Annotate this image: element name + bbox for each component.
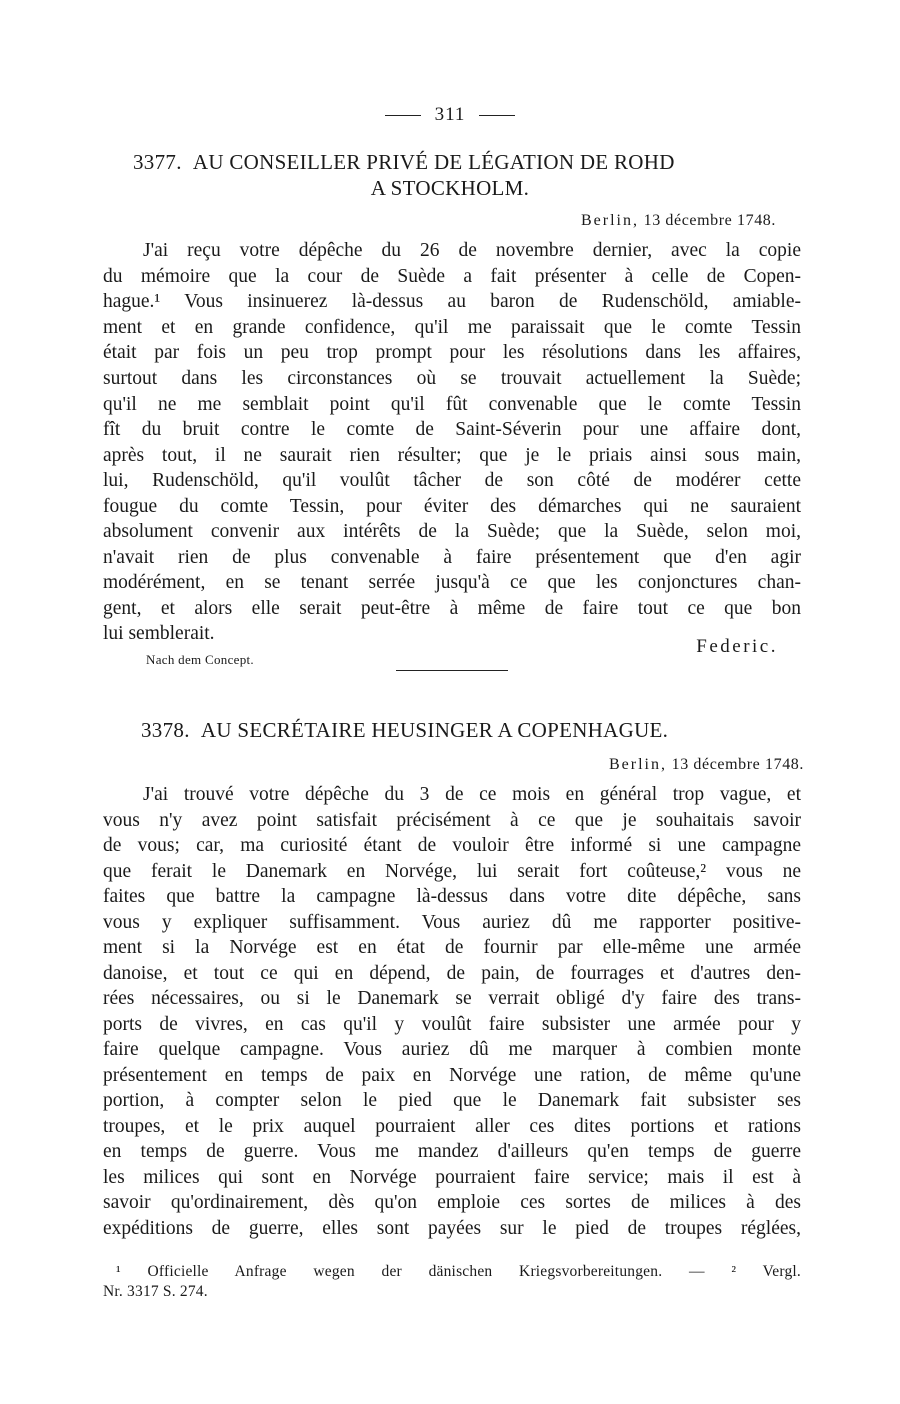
body-line: vous y expliquer suffisamment. Vous auriez dû me rapporter positive- xyxy=(103,912,801,933)
body-line: J'ai trouvé votre dépêche du 3 de ce mois en général trop vague, et xyxy=(143,784,801,805)
date: 13 décembre 1748. xyxy=(643,212,776,229)
letter-3377-dateline xyxy=(581,212,776,230)
letter-3378-dateline xyxy=(609,756,804,774)
body-line: absolument convenir aux intérêts de la Suède; que la Suède, selon moi, xyxy=(103,521,801,542)
body-line: qu'il ne me semblait point qu'il fût convenable que le comte Tessin xyxy=(103,394,801,415)
signature: Federic. xyxy=(696,636,778,657)
body-line: hague.¹ Vous insinuerez là-dessus au baron de Rudenschöld, amiable- xyxy=(103,291,801,312)
body-line: en temps de guerre. Vous me mandez d'ailleurs qu'en temps de guerre xyxy=(103,1141,801,1162)
body-line: modérément, en se tenant serrée jusqu'à ce que les conjonctures chan- xyxy=(103,572,801,593)
body-line: portion, à compter selon le pied que le Danemark fait subsister ses xyxy=(103,1090,801,1111)
page-number: 311 xyxy=(434,104,466,125)
body-line: que ferait le Danemark en Norvége, lui serait fort coûteuse,² vous ne xyxy=(103,861,801,882)
body-line: du mémoire que la cour de Suède a fait présenter à celle de Copen- xyxy=(103,266,801,287)
body-line: gent, et alors elle serait peut-être à même de faire tout ce que bon xyxy=(103,598,801,619)
footnote-line: ¹ Officielle Anfrage wegen der dänischen Kriegsvorbereitungen. — ² Vergl. xyxy=(116,1263,801,1280)
footnote-line: Nr. 3317 S. 274. xyxy=(103,1283,208,1300)
letter-title: AU CONSEILLER PRIVÉ DE LÉGATION DE ROHD xyxy=(192,150,675,174)
body-line: rées nécessaires, ou si le Danemark se verrait obligé d'y faire des trans- xyxy=(103,988,801,1009)
letter-number: 3377. xyxy=(133,150,182,174)
body-line: les milices qui sont en Norvége pourraient faire service; mais il est à xyxy=(103,1167,801,1188)
body-line: vous n'y avez point satisfait précisément à ce que je souhaitais savoir xyxy=(103,810,801,831)
letter-number: 3378. xyxy=(141,718,190,742)
body-line: n'avait rien de plus convenable à faire présentement que d'en agir xyxy=(103,547,801,568)
body-line: ment si la Norvége est en état de fournir par elle-même une armée xyxy=(103,937,801,958)
letter-3377-heading-line2: A STOCKHOLM. xyxy=(370,176,530,200)
body-line: présentement en temps de paix en Norvége une ration, de même qu'une xyxy=(103,1065,801,1086)
body-line: expéditions de guerre, elles sont payées sur le pied de troupes réglées, xyxy=(103,1218,801,1239)
letter-3377-heading xyxy=(133,150,675,175)
body-line: de vous; car, ma curiosité étant de vouloir être informé si une campagne xyxy=(103,835,801,856)
body-line: danoise, et tout ce qui en dépend, de pain, de fourrages et d'autres den- xyxy=(103,963,801,984)
body-line: J'ai reçu votre dépêche du 26 de novembre dernier, avec la copie xyxy=(143,240,801,261)
header-dash-left xyxy=(385,115,421,116)
page-header xyxy=(0,104,900,126)
body-line: surtout dans les circonstances où se trouvait actuellement la Suède; xyxy=(103,368,801,389)
body-line: était par fois un peu trop prompt pour les résolutions dans les affaires, xyxy=(103,342,801,363)
source-note: Nach dem Concept. xyxy=(146,652,254,667)
body-line: après tout, il ne saurait rien résulter; que je le priais ainsi sous main, xyxy=(103,445,801,466)
body-line: faites que battre la campagne là-dessus dans votre dite dépêche, sans xyxy=(103,886,801,907)
body-line: fît du bruit contre le comte de Saint-Séverin pour une affaire dont, xyxy=(103,419,801,440)
body-line: fougue du comte Tessin, pour éviter des démarches qui ne sauraient xyxy=(103,496,801,517)
body-line: savoir qu'ordinairement, dès qu'on emploie ces sortes de milices à des xyxy=(103,1192,801,1213)
section-divider xyxy=(396,670,508,671)
body-line: lui, Rudenschöld, qu'il voulût tâcher de son côté de modérer cette xyxy=(103,470,801,491)
letter-3378-heading xyxy=(141,718,668,743)
body-line: ment et en grande confidence, qu'il me paraissait que le comte Tessin xyxy=(103,317,801,338)
body-line: lui semblerait. xyxy=(103,623,215,644)
body-line: ports de vivres, en cas qu'il y voulût faire subsister une armée pour y xyxy=(103,1014,801,1035)
body-line: troupes, et le prix auquel pourraient aller ces dites portions et rations xyxy=(103,1116,801,1137)
date-place: Berlin, xyxy=(609,756,667,773)
body-line: faire quelque campagne. Vous auriez dû me marquer à combien monte xyxy=(103,1039,801,1060)
date-place: Berlin, xyxy=(581,212,639,229)
letter-title: AU SECRÉTAIRE HEUSINGER A COPENHAGUE. xyxy=(200,718,669,742)
date: 13 décembre 1748. xyxy=(671,756,804,773)
header-dash-right xyxy=(479,115,515,116)
